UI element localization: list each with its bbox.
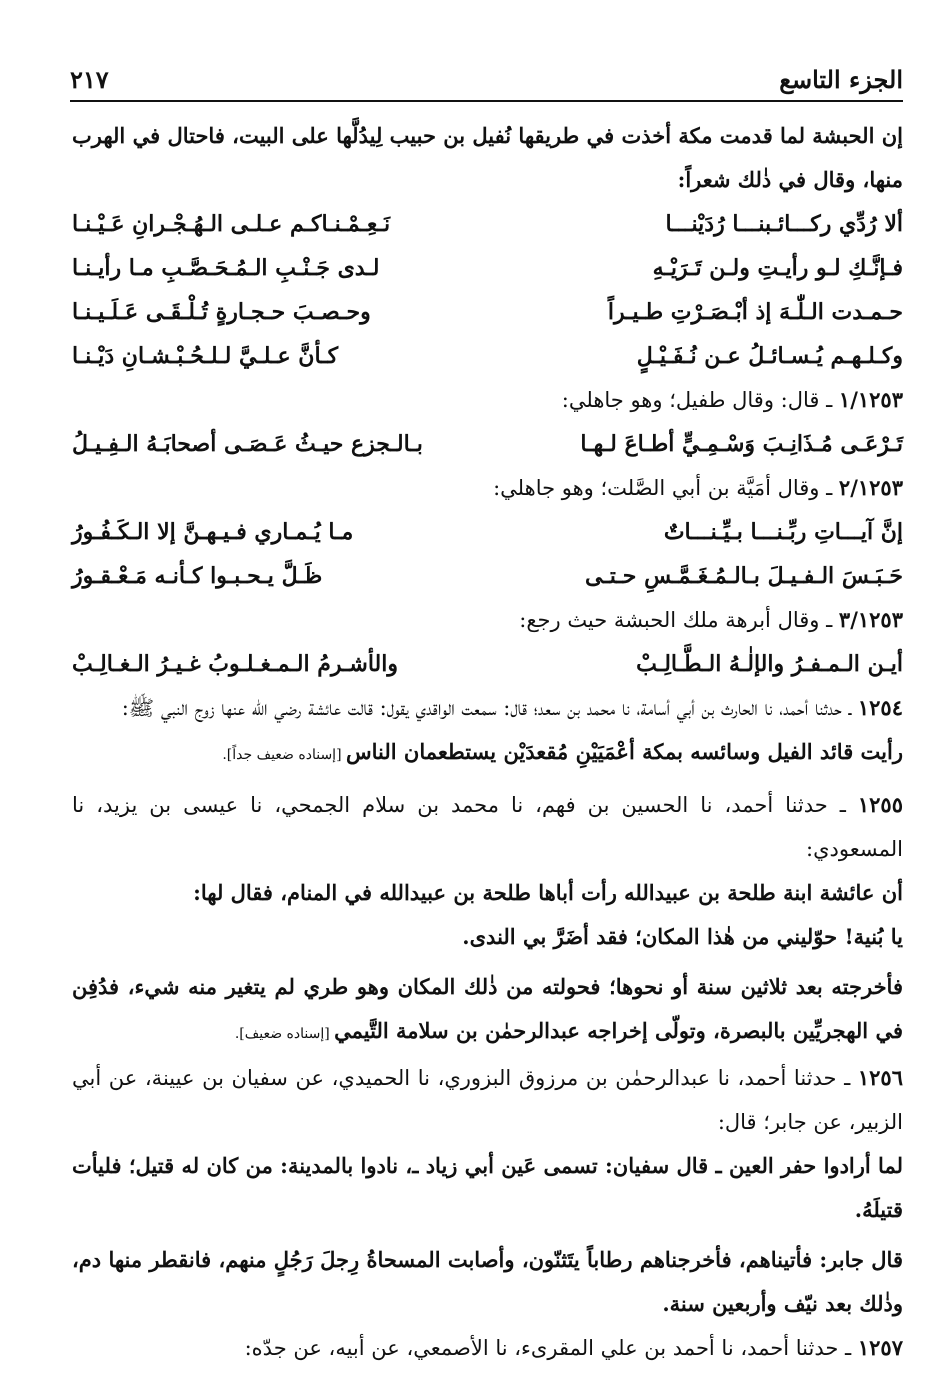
verse-second-hemistich: ظَـلَّ يـحـبـوا كـأنـه مَـعْـقـورُ xyxy=(72,563,323,589)
poem-verse xyxy=(72,642,903,686)
text-paragraph xyxy=(72,871,903,915)
paragraph-text: قال جابر: فأتيناهم، فأخرجناهم رطاباً يتَثنّون، وأصابت المسحاةُ رِجلَ رَجُلٍ منهم، فانقطر منها دم، وذٰلك بعد نيّف وأربعين سنة. xyxy=(72,1247,903,1316)
hadith-number: ١/١٢٥٣ xyxy=(838,387,903,412)
verse-second-hemistich: والأشـرمُ الـمـغـلـوبُ غـيـرُ الـغـالِـبْ xyxy=(72,651,398,677)
verse-first-hemistich: ألا رُدِّي ركـــائـبنـــا رُدَيْنـــا xyxy=(665,211,903,237)
text-paragraph xyxy=(72,1238,903,1326)
verse-first-hemistich: تَـرْعَـى مُـذَانِـبَ وَسْـمِـيٍّ أطـاعَ لـهـا xyxy=(580,431,903,457)
paragraph-text: يا بُنية! حوّليني من هٰذا المكان؛ فقد أضَرَّ بي الندى. xyxy=(462,924,903,949)
paragraph-text: ـ حدثنا أحمد، نا الحسين بن فهم، نا محمد بن سلام الجمحي، نا عيسى بن يزيد، نا المسعودي: xyxy=(72,793,903,861)
verse-second-hemistich: لـدى جَـنْـبِ الـمُـحَـصَّـبِ مـا رأيـنـا xyxy=(72,255,380,281)
text-paragraph xyxy=(72,1144,903,1232)
page-body xyxy=(72,114,903,1370)
grading-note: [إسناده ضعيف]. xyxy=(234,1026,335,1042)
poem-verse xyxy=(72,422,903,466)
verse-second-hemistich: نَـعِـمْـنـاكـم عـلـى الـهُـجْـرانِ عَـيْـنـا xyxy=(72,211,391,237)
paragraph-text: ـ وقال أبرهة ملك الحبشة حيث رجع: xyxy=(519,608,839,632)
verse-first-hemistich: فـإنَّـكِ لـو رأيـتِ ولـن تَـرَيْـهِ xyxy=(652,255,903,281)
text-paragraph xyxy=(72,915,903,959)
paragraph-text: أن عائشة ابنة طلحة بن عبيدالله رأت أباها طلحة بن عبيدالله في المنام، فقال لها: xyxy=(193,880,903,905)
hadith-isnad-paragraph xyxy=(72,1326,903,1370)
verse-first-hemistich: حـمـدت الـلّٰـهَ إذ أبْـصَـرْتِ طـيـراً xyxy=(607,299,903,325)
hadith-number: ٢/١٢٥٣ xyxy=(838,475,903,500)
text-paragraph xyxy=(72,730,903,777)
verse-first-hemistich: وكـلـهـم يُـسـائـلُ عـن نُـفَـيْـلٍ xyxy=(636,343,903,369)
paragraph-text: لما أرادوا حفر العين ـ قال سفيان: تسمى عَين أبي زياد ـ، نادوا بالمدينة: من كان له قتيل؛ فليأت قتيلَهُ. xyxy=(72,1153,903,1222)
text-paragraph xyxy=(72,965,903,1056)
paragraph-text: ـ حدثنا أحمد، نا عبدالرحمٰن بن مرزوق البزوري، نا الحميدي، عن سفيان بن عيينة، عن أبي الزبير، عن جابر؛ قال: xyxy=(72,1066,903,1134)
hadith-isnad-paragraph xyxy=(72,686,903,730)
hadith-number: ١٢٥٦ xyxy=(857,1065,903,1090)
poem-verse xyxy=(72,202,903,246)
hadith-isnad-paragraph xyxy=(72,466,903,510)
hadith-number: ٣/١٢٥٣ xyxy=(838,607,903,632)
poem-verse xyxy=(72,510,903,554)
poem-verse xyxy=(72,554,903,598)
text-paragraph xyxy=(72,114,903,202)
paragraph-text: ـ وقال أمَيَّة بن أبي الصَّلت؛ وهو جاهلي: xyxy=(493,476,839,500)
verse-first-hemistich: أيـن الـمـفـرُ والإلٰـهُ الـطَّـالِـبْ xyxy=(636,651,903,677)
page-header xyxy=(70,58,903,102)
grading-note: [إسناده ضعيف جداً]. xyxy=(222,747,346,763)
paragraph-text: فأخرجته بعد ثلاثين سنة أو نحوها؛ فحولته من ذٰلك المكان وهو طري لم يتغير منه شيء، فدُفِن في الهجريِّين بالبصرة، وتولّى إخراجه عبدالرحمٰن بن سلامة التَّيمي xyxy=(72,974,903,1043)
hadith-isnad-paragraph xyxy=(72,598,903,642)
hadith-number: ١٢٥٥ xyxy=(857,792,903,817)
paragraph-text: إن الحبشة لما قدمت مكة أخذت في طريقها نُفيل بن حبيب لِيدُلَّها على البيت، فاحتال في الهرب منها، وقال في ذٰلك شعراً: xyxy=(72,123,903,192)
paragraph-text: رأيت قائد الفيل وسائسه بمكة أعْمَيَيْنِ مُقعدَيْن يستطعمان الناس xyxy=(345,739,903,764)
poem-verse xyxy=(72,334,903,378)
running-title: الجزء التاسع xyxy=(779,64,903,94)
hadith-number: ١٢٥٧ xyxy=(857,1335,903,1360)
verse-first-hemistich: حَـبَـسَ الـفـيـلَ بـالـمُـغَـمَّـسِ حـتـى xyxy=(584,563,903,589)
paragraph-text: ـ قال: وقال طفيل؛ وهو جاهلي: xyxy=(561,388,839,412)
verse-second-hemistich: مـا يُـمـاري فـيـهـنَّ إلا الـكَـفُـورُ xyxy=(72,519,354,545)
hadith-isnad-paragraph xyxy=(72,1056,903,1144)
paragraph-text: ـ حدثنا أحمد، نا الحارث بن أبي أسامة، نا محمد بن سعد؛ قال: سمعت الواقدي يقول: قالت عائشة رضي الله عنها زوج النبي ﷺ: xyxy=(121,696,858,720)
verse-second-hemistich: كـأنَّ عـلـيَّ لـلـحُـبْـشـانِ دَيْـنـا xyxy=(72,343,339,369)
poem-verse xyxy=(72,290,903,334)
paragraph-text: ـ حدثنا أحمد، نا أحمد بن علي المقرىء، نا الأصمعي، عن أبيه، عن جدّه: xyxy=(244,1336,858,1360)
verse-first-hemistich: إنَّ آيـــاتِ ربِّـنـــا بـيِّـنـــاتٌ xyxy=(663,519,903,545)
hadith-isnad-paragraph xyxy=(72,378,903,422)
page-number: ٢١٧ xyxy=(70,64,109,94)
verse-second-hemistich: وحـصـبَ حـجـارةٍ تُـلْـقَـى عَـلَـيـنـا xyxy=(72,299,371,325)
hadith-number: ١٢٥٤ xyxy=(857,695,903,720)
poem-verse xyxy=(72,246,903,290)
verse-second-hemistich: بـالـجزع حيـثُ عَـصَـى أصحابَـهُ الـفِـيـلُ xyxy=(72,431,423,457)
hadith-isnad-paragraph xyxy=(72,783,903,871)
